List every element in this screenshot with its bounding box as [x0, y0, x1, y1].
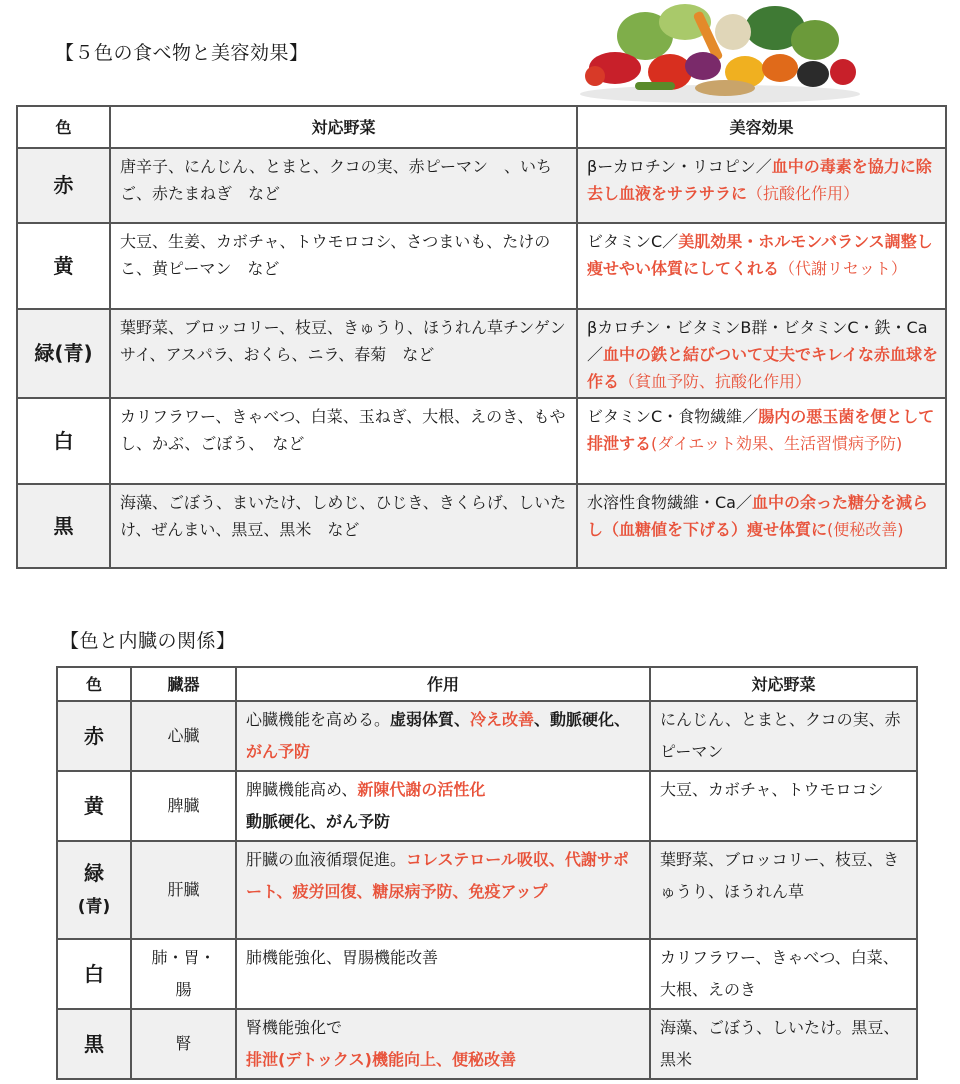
- action-cell: [236, 701, 650, 771]
- color-cell: 白: [17, 398, 110, 484]
- effect-note: （代謝リセット）: [779, 259, 907, 278]
- section2-title: 【色と内臓の関係】: [60, 630, 236, 652]
- table-row: [57, 841, 917, 939]
- effect-cell: [577, 398, 946, 484]
- effect-highlight: 腸内の悪玉菌を便として排泄する: [587, 407, 935, 453]
- effect-plain: βーカロチン・リコピン／: [587, 157, 772, 176]
- vegetables-cell: 唐辛子、にんじん、とまと、クコの実、赤ピーマン 、いちご、赤たまねぎ など: [110, 148, 577, 223]
- vegetables-illustration: [575, 2, 865, 104]
- header-color: 色: [57, 667, 131, 701]
- action-cell: [236, 771, 650, 841]
- header-beauty-effect: 美容効果: [577, 106, 946, 148]
- effect-plain: βカロチン・ビタミンB群・ビタミンC・鉄・Ca／: [587, 318, 928, 364]
- effect-highlight: 血中の余った糖分を減らし（血糖値を下げる）痩せ体質に: [587, 493, 928, 539]
- action-cell: [236, 1009, 650, 1079]
- effect-note: (ダイエット効果、生活習慣病予防): [651, 434, 903, 453]
- table-row: [17, 398, 946, 484]
- vegetables-cell: にんじん、とまと、クコの実、赤ピーマン: [650, 701, 917, 771]
- table-row: [17, 484, 946, 568]
- table-row: [57, 1009, 917, 1079]
- header-vegetables: 対応野菜: [110, 106, 577, 148]
- table-row: [57, 939, 917, 1009]
- color-organ-table: [56, 666, 918, 1080]
- effect-cell: [577, 148, 946, 223]
- table-row: [17, 309, 946, 398]
- organ-line1: 肺・胃・: [151, 948, 216, 967]
- table-row: [57, 701, 917, 771]
- color-cell: 黄: [57, 771, 131, 841]
- action-bold: 、動脈硬化、: [534, 710, 631, 729]
- effect-cell: [577, 223, 946, 309]
- effect-highlight: 血中の鉄と結びついて丈夫でキレイな赤血球を作る: [587, 345, 939, 391]
- five-color-table: [16, 105, 947, 569]
- vegetables-cell: カリフラワー、きゃべつ、白菜、玉ねぎ、大根、えのき、もやし、かぶ、ごぼう、 など: [110, 398, 577, 484]
- organ-cell: 腎: [131, 1009, 236, 1079]
- effect-note: （抗酸化作用）: [747, 184, 860, 203]
- color-cell: 黄: [17, 223, 110, 309]
- color-cell: 緑(青): [17, 309, 110, 398]
- color-cell: 白: [57, 939, 131, 1009]
- vegetables-cell: 海藻、ごぼう、まいたけ、しめじ、ひじき、きくらげ、しいたけ、ぜんまい、黒豆、黒米 など: [110, 484, 577, 568]
- action-highlight: 冷え改善: [470, 710, 535, 729]
- color-cell: 赤: [57, 701, 131, 771]
- action-plain: 脾臓機能高め、: [246, 780, 358, 799]
- effect-cell: [577, 309, 946, 398]
- action-plain: 肺機能強化、胃腸機能改善: [246, 948, 439, 967]
- table-row: [57, 771, 917, 841]
- table-row: [17, 148, 946, 223]
- color-line2: (青): [77, 897, 111, 917]
- vegetables-cell: 大豆、カボチャ、トウモロコシ: [650, 771, 917, 841]
- action-cell: [236, 841, 650, 939]
- table1-header-row: [17, 106, 946, 148]
- action-highlight: 排泄(デトックス)機能向上、便秘改善: [246, 1050, 516, 1069]
- effect-note: (便秘改善): [827, 520, 904, 539]
- effect-highlight: 美肌効果・ホルモンバランス調整し痩せやい体質にしてくれる: [587, 232, 933, 278]
- effect-plain: ビタミンC／: [587, 232, 679, 251]
- effect-highlight: 血中の毒素を協力に除去し血液をサラサラに: [587, 157, 932, 203]
- color-cell: 黒: [57, 1009, 131, 1079]
- section1-title: 【５色の食べ物と美容効果】: [55, 42, 309, 64]
- header-action: 作用: [236, 667, 650, 701]
- action-highlight: がん予防: [246, 742, 311, 761]
- action-cell: [236, 939, 650, 1009]
- action-bold: 動脈硬化、がん予防: [246, 812, 391, 831]
- color-cell: 黒: [17, 484, 110, 568]
- table-row: [17, 223, 946, 309]
- organ-cell: 心臓: [131, 701, 236, 771]
- organ-cell: 肝臓: [131, 841, 236, 939]
- vegetables-cell: 葉野菜、ブロッコリー、枝豆、きゅうり、ほうれん草チンゲンサイ、アスパラ、おくら、ニラ、春菊 など: [110, 309, 577, 398]
- vegetables-cell: 葉野菜、ブロッコリー、枝豆、きゅうり、ほうれん草: [650, 841, 917, 939]
- color-cell: [57, 841, 131, 939]
- table2-header-row: [57, 667, 917, 701]
- action-plain: 心臓機能を高める。: [246, 710, 391, 729]
- organ-line2: 腸: [175, 980, 192, 999]
- vegetables-cell: 海藻、ごぼう、しいたけ。黒豆、黒米: [650, 1009, 917, 1079]
- effect-plain: ビタミンC・食物繊維／: [587, 407, 759, 426]
- header-color: 色: [17, 106, 110, 148]
- action-highlight: 新陳代謝の活性化: [357, 780, 486, 799]
- effect-plain: 水溶性食物繊維・Ca／: [587, 493, 752, 512]
- header-organ: 臓器: [131, 667, 236, 701]
- vegetables-cell: カリフラワー、きゃべつ、白菜、大根、えのき: [650, 939, 917, 1009]
- vegetables-cell: 大豆、生姜、カボチャ、トウモロコシ、さつまいも、たけのこ、黄ピーマン など: [110, 223, 577, 309]
- effect-cell: [577, 484, 946, 568]
- header-vegetables: 対応野菜: [650, 667, 917, 701]
- color-line1: 緑: [84, 861, 104, 885]
- action-bold: 虚弱体質、: [390, 710, 471, 729]
- color-cell: 赤: [17, 148, 110, 223]
- effect-note: （貧血予防、抗酸化作用）: [619, 372, 812, 391]
- organ-cell: [131, 939, 236, 1009]
- action-plain: 肝臓の血液循環促進。: [246, 850, 407, 869]
- organ-cell: 脾臓: [131, 771, 236, 841]
- action-plain: 腎機能強化で: [246, 1018, 343, 1037]
- action-highlight: コレステロール吸収、代謝サポート、疲労回復、糖尿病予防、免疫アップ: [246, 850, 629, 901]
